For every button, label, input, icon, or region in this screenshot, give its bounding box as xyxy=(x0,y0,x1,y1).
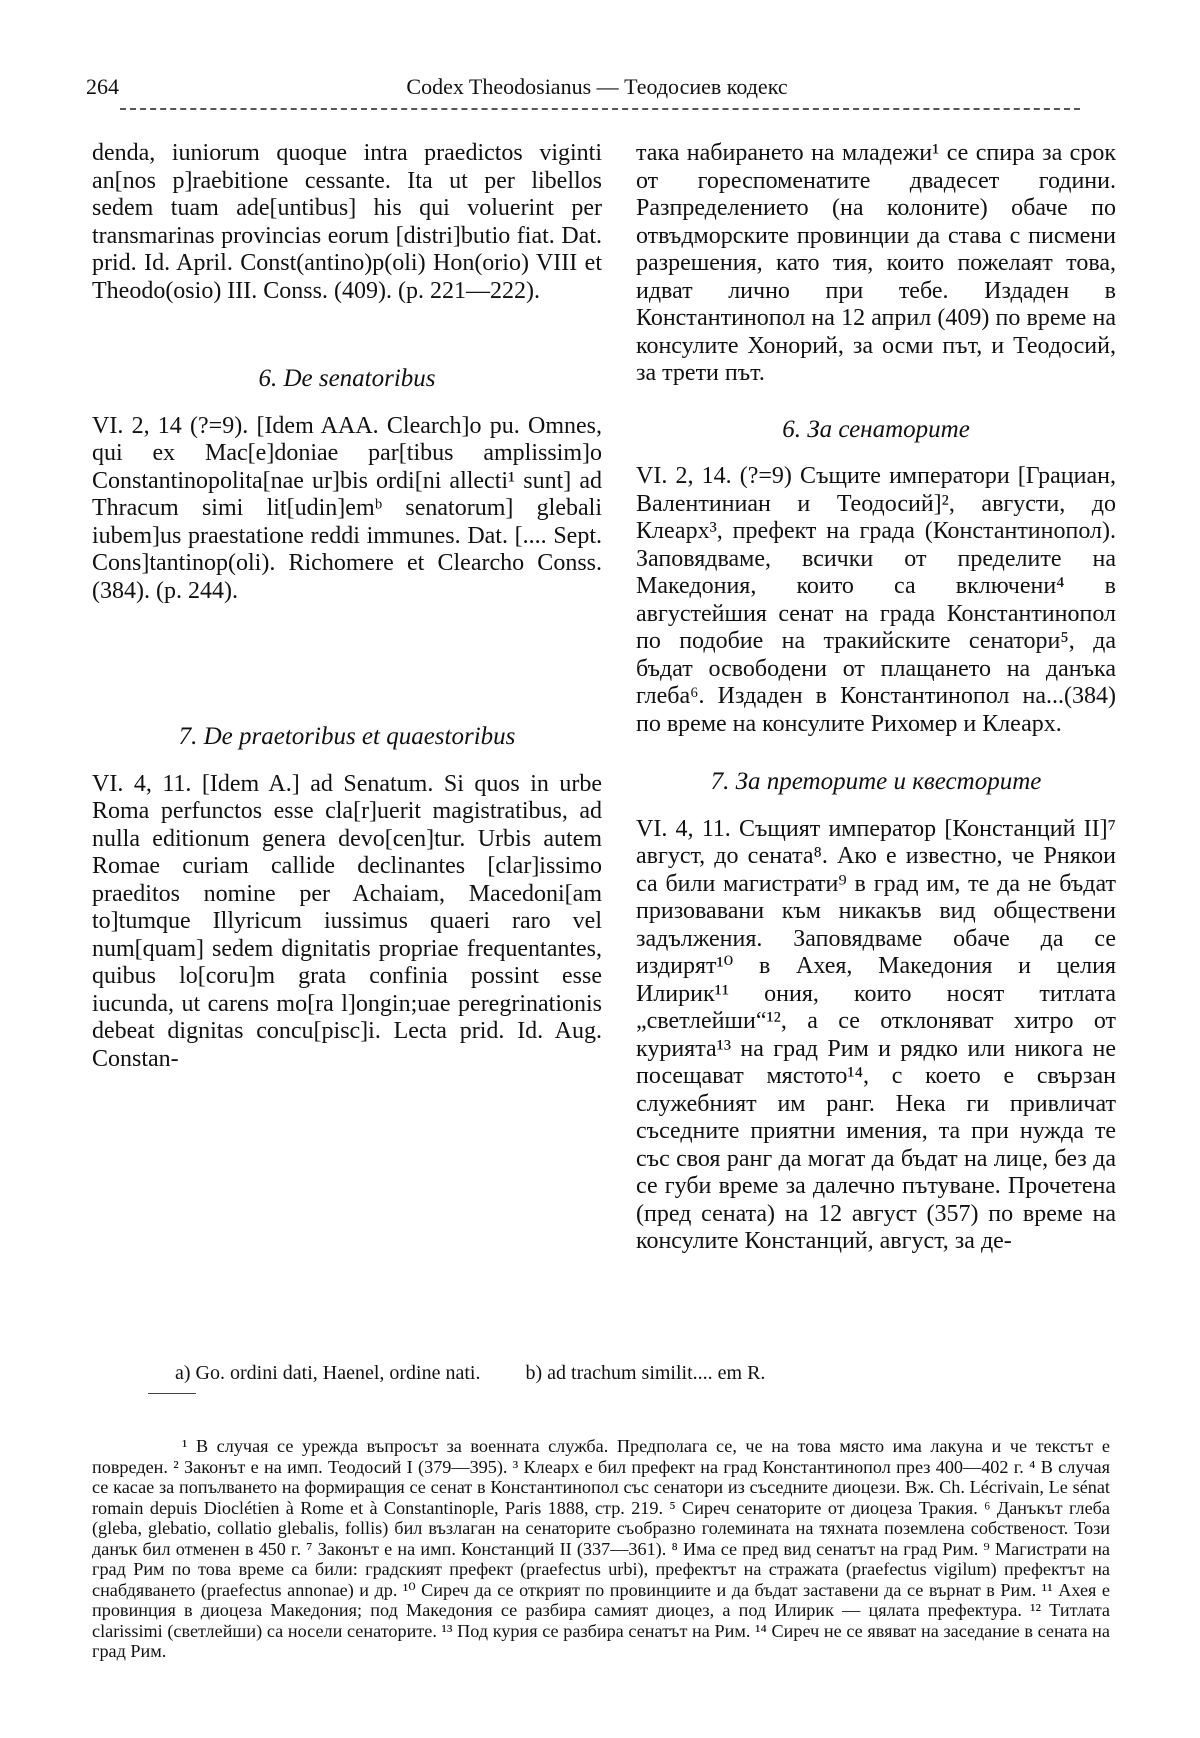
footnotes: ¹ В случая се урежда въпросът за военната служба. Предполага се, че на това място има лакуна и че текстът е повреден. ² Законът е на имп. Теодосий I (379—395). ³ Клеарх е бил префект на град Константинопол през 400—402 г. ⁴ В случая се касае за попълването на формиращия се сенат в Константинопол със сенатори из съседните диоцези. Вж. Ch. Lécrivain, Le sénat romain depuis Dioclétien à Rome et à Constantinople, Paris 1888, стр. 219. ⁵ Сиреч сенаторите от диоцеза Тракия. ⁶ Данъкът глеба (gleba, glebatio, collatio glebalis, follis) бил възлаган на сенаторите съобразно големината на тяхната поземлена собственост. Този данък бил отменен в 450 г. ⁷ Законът е на имп. Констанций II (337—361). ⁸ Има се пред вид сенатът на град Рим. ⁹ Магистрати на град Рим по това време са били: градският префект (praefectus urbi), префектът на стражата (praefectus vigilum) префектът на снабдяването (praefectus annonae) и др. ¹⁰ Сиреч да се открият по провинциите и да бъдат заставени да се върнат в Рим. ¹¹ Ахея е провинция в диоцеза Македония; под Македония се разбира самият диоцез, а под Илирик — цялата префектура. ¹² Титлата clarissimi (светлейши) са носели сенаторите. ¹³ Под курия се разбира сенатът на Рим. ¹⁴ Сиреч не се явяват на заседание в сената на град Рим. xyxy=(92,1436,1110,1662)
latin-heading-6: 6. De senatoribus xyxy=(258,365,436,392)
bulgarian-text-6: VI. 2, 14. (?=9) Същите императори [Грациан, Валентиниан и Теодосий]², августи, до Клеарх³, префект на града (Константинопол). Заповядваме, всички от пределите на Македония, които са включени⁴ в августейшия сенат на града Константинопол по подобие на тракийските сенатори⁵, да бъдат освободени от плащането на данъка глеба⁶. Издаден в Константинопол на...(384) по време на консулите Рихомер и Клеарх. xyxy=(636,463,1116,737)
page-number: 264 xyxy=(86,74,119,99)
bulgarian-heading-6: 6. За сенаторите xyxy=(782,415,970,443)
critical-note-a: a) Go. ordini dati, Haenel, ordine nati. xyxy=(175,1362,481,1384)
critical-note-b: b) ad trachum similit.... em R. xyxy=(525,1362,766,1384)
footnote-rule xyxy=(148,1393,196,1394)
latin-intro-text: denda, iuniorum quoque intra praedictos viginti an[nos p]raebitione cessante. Ita ut per libellos sedem tuam ade[untibus] his qui voluerint per transmarinas provincias eorum [distri]butio fiat. Dat. prid. Id. April. Const(antino)p(oli) Hon(orio) VIII et Theodo(osio) III. Conss. (409). (p. 221—222). xyxy=(92,140,602,304)
running-title: Codex Theodosianus — Теодосиев кодекс xyxy=(406,74,788,99)
latin-column xyxy=(92,140,602,1073)
latin-text-6: VI. 2, 14 (?=9). [Idem AAA. Clearch]o pu. Omnes, qui ex Mac[e]doniae par[tibus amplissim]o Constantinopolita[nae ur]bis ordi[ni allecti¹ sunt] ad Thracum simi lit[udin]emᵇ senatorum] glebali iubem]us praestatione reddi immunes. Dat. [.... Sept. Cons]tantinop(oli). Richomere et Clearcho Conss. (384). (p. 244). xyxy=(92,412,602,604)
bulgarian-intro-text: така набирането на младежи¹ се спира за срок от гореспоменатите двадесет години. Разпределението (на колоните) обаче по отвъдморските провинции да става с писмени разрешения, като тия, които пожелаят това, идват лично при тебе. Издаден в Константинопол на 12 април (409) по време на консулите Хонорий, за осми път, и Теодосий, за трети път. xyxy=(636,140,1116,386)
latin-heading-7: 7. De praetoribus et quaestoribus xyxy=(178,723,516,750)
page-header xyxy=(86,74,1108,108)
header-rule xyxy=(120,108,1080,110)
bulgarian-text-7: VI. 4, 11. Същият император [Констанций II]⁷ август, до сената⁸. Ако е известно, че Рнякои са били магистрати⁹ в град им, те да не бъдат призовавани към никакъв вид обществени задължения. Заповядваме обаче да се издирят¹⁰ в Ахея, Македония и целия Илирик¹¹ ония, които носят титлата „светлейши“¹², а се отклоняват хитро от курията¹³ на град Рим и рядко или никога не посещават мястото¹⁴, с което е свързан служебният им ранг. Нека ги привличат съседните приятни имения, та при нужда те със своя ранг да могат да бъдат на лице, без да се губи време за далечно пътуване. Прочетена (пред сената) на 12 август (357) по време на консулите Констанций, август, за де- xyxy=(636,815,1116,1254)
bulgarian-column xyxy=(636,140,1116,1256)
critical-apparatus xyxy=(175,1362,1075,1385)
bulgarian-heading-7: 7. За преторите и квесторите xyxy=(710,768,1042,795)
latin-text-7: VI. 4, 11. [Idem A.] ad Senatum. Si quos in urbe Roma perfunctos esse cla[r]uerit magistratibus, ad nulla editionum genera devo[cen]tur. Urbis autem Romae curiam callide declinantes [clar]issimo praeditos nomine per Achaiam, Macedoni[am to]tumque Illyricum iussimus quaeri raro vel num[quam] sedem dignitatis propriae frequentantes, quibus lo[coru]m grata confinia possint esse iucunda, ut carens mo[ra l]ongin;uae peregrinationis debeat dignitas concu[pisc]i. Lecta prid. Id. Aug. Constan- xyxy=(92,770,602,1072)
